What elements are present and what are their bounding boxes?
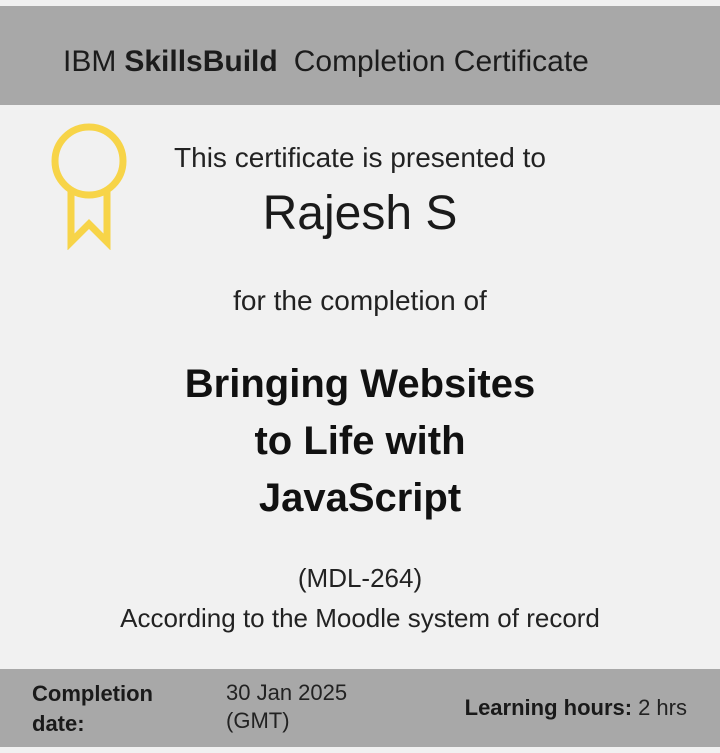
brand-ibm: IBM bbox=[63, 45, 117, 78]
completion-date-value: 30 Jan 2025 (GMT) bbox=[226, 680, 348, 733]
course-code: (MDL-264) bbox=[297, 563, 423, 593]
header-title bbox=[63, 42, 589, 82]
recipient-name: Rajesh S bbox=[262, 187, 458, 240]
course-title-line: JavaScript bbox=[258, 476, 462, 520]
record-source-text: According to the Moodle system of record bbox=[120, 603, 600, 633]
learning-hours-value: 2 hrs bbox=[638, 695, 687, 720]
document-type: Completion Certificate bbox=[293, 45, 589, 78]
for-completion-text: for the completion of bbox=[233, 285, 487, 316]
completion-date-label: Completion date: bbox=[32, 681, 153, 736]
course-title-line: Bringing Websites bbox=[184, 362, 536, 406]
learning-hours-label: Learning hours: bbox=[464, 695, 633, 720]
brand-skillsbuild: SkillsBuild bbox=[124, 45, 278, 78]
course-title bbox=[100, 356, 620, 527]
certificate-footer bbox=[0, 669, 720, 747]
certificate-header bbox=[0, 6, 720, 105]
course-title-line: to Life with bbox=[254, 419, 466, 463]
learning-hours bbox=[465, 693, 687, 723]
presented-to-text: This certificate is presented to bbox=[174, 142, 546, 173]
